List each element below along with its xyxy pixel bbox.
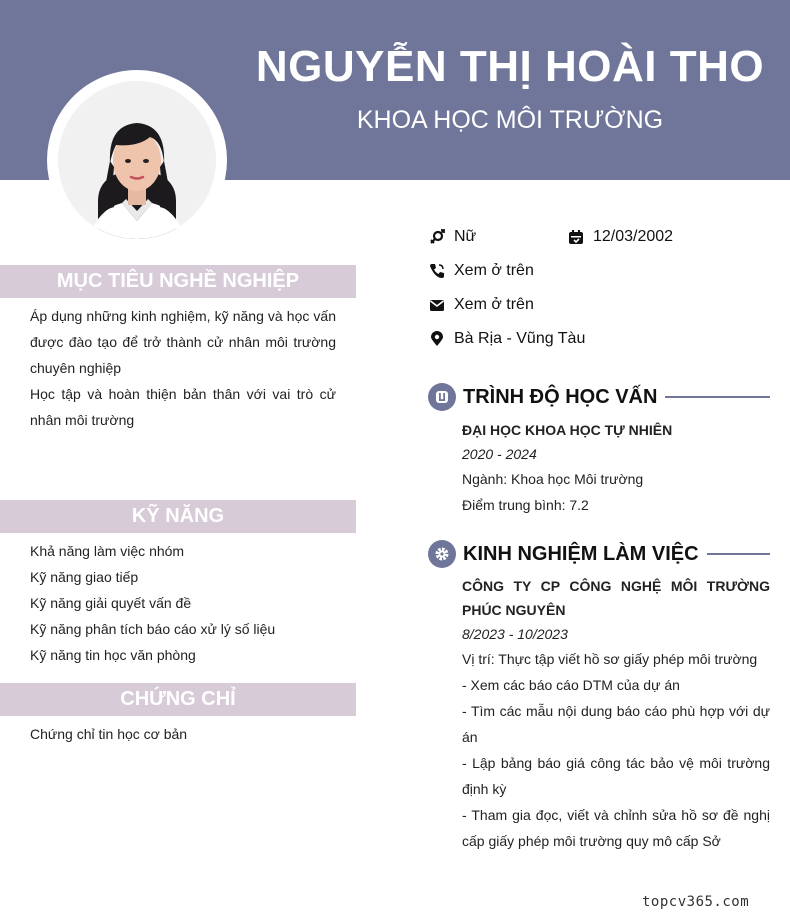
experience-line: - Tìm các mẫu nội dung báo cáo phù hợp với dự án xyxy=(462,703,770,745)
objective-text xyxy=(30,303,336,433)
education-period: 2020 - 2024 xyxy=(462,446,537,462)
experience-heading xyxy=(428,539,770,569)
skill-item: Kỹ năng phân tích báo cáo xử lý số liệu xyxy=(30,621,276,637)
gear-icon xyxy=(428,540,456,568)
school-name: ĐẠI HỌC KHOA HỌC TỰ NHIÊN xyxy=(462,422,673,438)
experience-line: - Lập bảng báo giá công tác bảo vệ môi trường định kỳ xyxy=(462,755,770,797)
skill-item: Kỹ năng giao tiếp xyxy=(30,569,139,585)
skills-list xyxy=(30,538,336,668)
birthday-row xyxy=(568,228,673,246)
education-title: TRÌNH ĐỘ HỌC VẤN xyxy=(463,385,658,408)
experience-title: KINH NGHIỆM LÀM VIỆC xyxy=(463,542,699,565)
calendar-icon xyxy=(568,229,584,245)
skill-item: Kỹ năng giải quyết vấn đề xyxy=(30,595,192,611)
phone-value: Xem ở trên xyxy=(454,262,534,279)
objective-paragraph: Áp dụng những kinh nghiệm, kỹ năng và học vấn được đào tạo để trở thành cử nhân môi trường chuyên nghiệp xyxy=(30,308,336,376)
watermark: topcv365.com xyxy=(642,894,750,910)
skills-heading: KỸ NĂNG xyxy=(0,500,356,533)
phone-icon xyxy=(429,263,445,279)
company-name: CÔNG TY CP CÔNG NGHỆ MÔI TRƯỜNG PHÚC NGUYÊN xyxy=(462,578,770,618)
avatar-portrait xyxy=(58,81,216,239)
email-row xyxy=(429,296,534,314)
experience-period: 8/2023 - 10/2023 xyxy=(462,626,568,642)
skill-item: Kỹ năng tin học văn phòng xyxy=(30,647,196,663)
experience-line: Vị trí: Thực tập viết hồ sơ giấy phép môi trường xyxy=(462,651,758,667)
education-heading xyxy=(428,382,770,412)
address-value: Bà Rịa - Vũng Tàu xyxy=(454,330,586,347)
experience-block xyxy=(462,574,770,854)
education-block xyxy=(462,418,770,518)
phone-row xyxy=(429,262,534,280)
email-value: Xem ở trên xyxy=(454,296,534,313)
experience-divider xyxy=(707,553,770,555)
location-icon xyxy=(429,331,445,347)
experience-line: - Tham gia đọc, viết và chỉnh sửa hồ sơ đề nghị cấp giấy phép môi trường quy mô cấp Sở xyxy=(462,807,770,849)
objective-paragraph: Học tập và hoàn thiện bản thân với vai trò cử nhân môi trường xyxy=(30,386,336,428)
certificates-list xyxy=(30,721,336,747)
gender-value: Nữ xyxy=(454,228,477,245)
certificate-item: Chứng chỉ tin học cơ bản xyxy=(30,726,188,742)
education-divider xyxy=(665,396,770,398)
education-major: Ngành: Khoa học Môi trường xyxy=(462,471,644,487)
gender-icon xyxy=(429,229,445,245)
address-row xyxy=(429,330,585,348)
certificates-heading: CHỨNG CHỈ xyxy=(0,683,356,716)
objective-heading: MỤC TIÊU NGHỀ NGHIỆP xyxy=(0,265,356,298)
graduation-icon xyxy=(428,383,456,411)
birthday-value: 12/03/2002 xyxy=(593,228,674,245)
experience-line: - Xem các báo cáo DTM của dự án xyxy=(462,677,680,693)
education-gpa: Điểm trung bình: 7.2 xyxy=(462,497,589,513)
email-icon xyxy=(429,297,445,313)
skill-item: Khả năng làm việc nhóm xyxy=(30,543,185,559)
avatar xyxy=(58,81,216,239)
job-title: KHOA HỌC MÔI TRƯỜNG xyxy=(356,106,664,134)
candidate-name: NGUYỄN THỊ HOÀI THO xyxy=(255,42,765,91)
gender-row xyxy=(429,228,476,246)
